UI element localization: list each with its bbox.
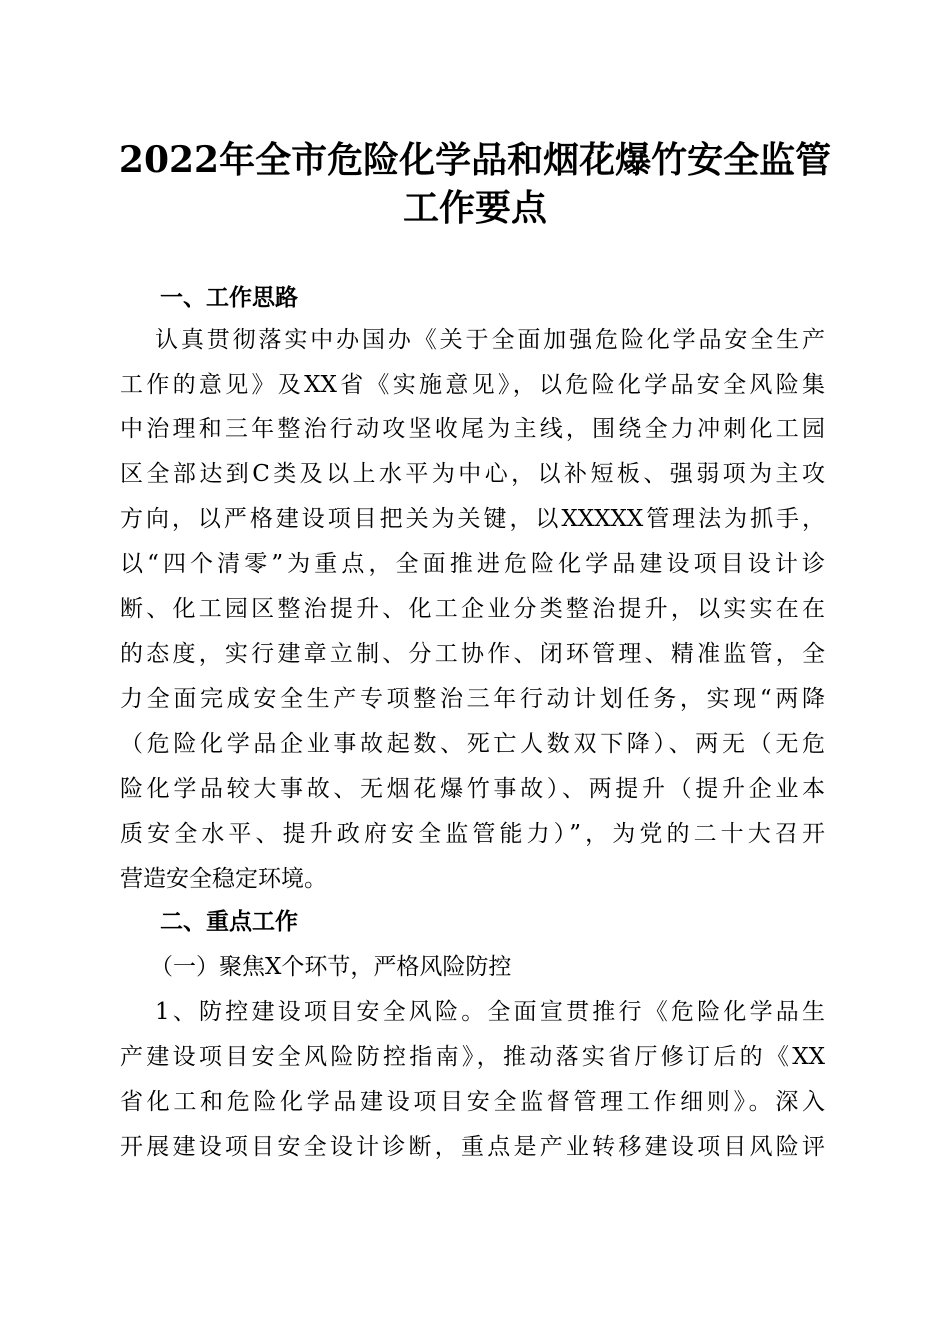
paragraph-line: 1、防控建设项目安全风险。全面宣贯推行《危险化学品生 (155, 999, 825, 1025)
paragraph-line: 力全面完成安全生产专项整治三年行动计划任务，实现“两降 (120, 686, 825, 712)
paragraph-line: 认真贯彻落实中办国办《关于全面加强危险化学品安全生产 (155, 327, 825, 353)
paragraph-line: 断、化工园区整治提升、化工企业分类整治提升，以实实在在 (120, 596, 825, 622)
paragraph-line: 方向，以严格建设项目把关为关键，以XXXXX管理法为抓手， (120, 506, 825, 532)
paragraph-line: 省化工和危险化学品建设项目安全监督管理工作细则》。深入 (120, 1089, 825, 1115)
section-heading-key-work: 二、重点工作 (160, 909, 298, 935)
paragraph-line: 开展建设项目安全设计诊断，重点是产业转移建设项目风险评 (120, 1134, 825, 1160)
paragraph-line: 工作的意见》及XX省《实施意见》，以危险化学品安全风险集 (120, 372, 825, 398)
paragraph-line: 以“四个清零”为重点，全面推进危险化学品建设项目设计诊 (120, 551, 825, 577)
paragraph-line: （危险化学品企业事故起数、死亡人数双下降）、两无（无危 (120, 731, 825, 757)
paragraph-line: 中治理和三年整治行动攻坚收尾为主线，围绕全力冲刺化工园 (120, 416, 825, 442)
paragraph-line: 产建设项目安全风险防控指南》，推动落实省厅修订后的《XX (120, 1044, 825, 1070)
subsection-heading: （一）聚焦X个环节，严格风险防控 (150, 954, 512, 980)
document-title-line-2: 工作要点 (402, 187, 547, 229)
section-heading-work-approach: 一、工作思路 (160, 285, 298, 311)
paragraph-line: 质安全水平、提升政府安全监管能力）”，为党的二十大召开 (120, 821, 825, 847)
paragraph-line: 险化学品较大事故、无烟花爆竹事故）、两提升（提升企业本 (120, 776, 825, 802)
paragraph-line: 区全部达到C类及以上水平为中心，以补短板、强弱项为主攻 (120, 461, 825, 487)
document-title-line-1: 2022年全市危险化学品和烟花爆竹安全监管 (118, 139, 832, 181)
paragraph-line: 营造安全稳定环境。 (120, 866, 327, 892)
paragraph-line: 的态度，实行建章立制、分工协作、闭环管理、精准监管，全 (120, 641, 825, 667)
